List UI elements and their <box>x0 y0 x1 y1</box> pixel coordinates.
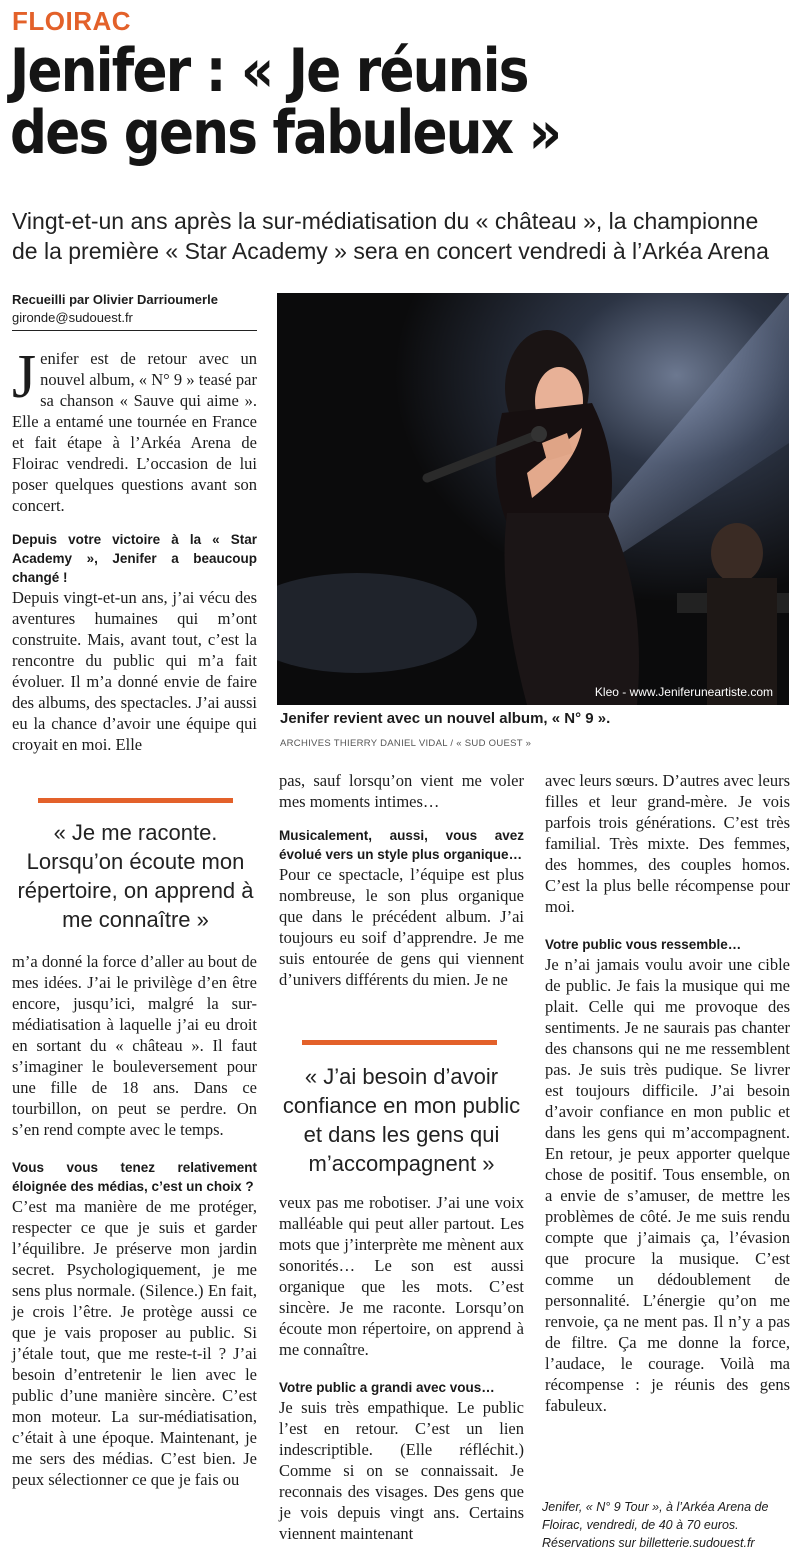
answer-2: C’est ma manière de me protéger, respecter ce que je suis et garder l’équilibre. Je préserve mon jardin secret. Psychologiquement, je me sens plus normale. (Silence.) En fait, je crois l’être. Je protège aussi ce que je vais proposer au public. Si j’étale tout, que me reste-t-il ? J’ai besoin d’entretenir le lien avec le public d’une manière sincère. C’est mon moteur. La sur-médiatisation, c’était à une époque. Maintenant, je me sers des médias. C’est bien. Je peux sélectionner ce que je fais ou <box>12 1197 257 1489</box>
byline-divider <box>12 330 257 331</box>
answer-1-part-2: m’a donné la force d’aller au bout de mes idées. J’ai le privilège d’en être encore, jusqu’ici, malgré la sur-médiatisation à laquelle j’ai eu droit en sortant du « château ». Il faut s’imaginer le bouleversement pour une fille de 18 ans. Dans ce tourbillon, on peut se perdre. On s’en rend compte avec le temps. <box>12 952 257 1139</box>
column-1-bottom <box>12 951 257 1490</box>
pull-quote-2: « J’ai besoin d’avoir confiance en mon public et dans les gens qui m’accompagnent » <box>282 1064 521 1176</box>
subheadline <box>12 206 792 266</box>
question-2: Vous vous tenez relativement éloignée des médias, c’est un choix ? <box>12 1160 257 1194</box>
photo-credit: ARCHIVES THIERRY DANIEL VIDAL / « SUD OUEST » <box>280 738 532 749</box>
answer-4-part-2: avec leurs sœurs. D’autres avec leurs filles et leur grand-mère. Je vois parfois trois générations. C’est très familial. Très mixte. Des femmes, des hommes, des couples homos. C’est la plus belle récompense pour moi. <box>545 771 790 916</box>
author-email[interactable]: gironde@sudouest.fr <box>12 310 133 325</box>
byline <box>12 291 262 327</box>
question-3: Musicalement, aussi, vous avez évolué vers un style plus organique… <box>279 828 524 862</box>
photo-watermark: Kleo - www.Jeniferuneartiste.com <box>594 685 773 699</box>
event-info: Jenifer, « N° 9 Tour », à l’Arkéa Arena de Floirac, vendredi, de 40 à 70 euros. Réservations sur billetterie.sudouest.fr <box>542 1500 769 1550</box>
answer-1-part-1: Depuis vingt-et-un ans, j’ai vécu des aventures humaines qui m’ont construite. Mais, avant tout, c’est la rencontre du public qui m’a fait évoluer. Il m’a donné envie de faire des albums, des spectacles. J’ai aussi eu la chance d’avoir une équipe qui croyait en moi. Elle <box>12 588 257 754</box>
column-1-top <box>12 343 257 755</box>
answer-2-continued: pas, sauf lorsqu’on vient me voler mes moments intimes… <box>279 771 524 811</box>
drop-cap: J <box>12 343 37 411</box>
author-name: Recueilli par Olivier Darrioumerle <box>12 292 218 307</box>
headline-line-2: des gens fabuleux » <box>10 98 561 168</box>
subheadline-line-2: de la première « Star Academy » sera en concert vendredi à l’Arkéa Arena <box>12 238 769 264</box>
question-1: Depuis votre victoire à la « Star Academy », Jenifer a beaucoup changé ! <box>12 532 257 585</box>
section-label: FLOIRAC <box>12 6 132 36</box>
singer-on-stage-image <box>277 293 789 705</box>
pull-quote-1-rule <box>38 798 233 803</box>
column-2-bottom <box>279 1192 524 1544</box>
column-3 <box>545 770 790 1416</box>
answer-3-part-2: veux pas me robotiser. J’ai une voix malléable qui peut aller partout. Les mots que j’interprète me mènent aux sonorités… Le son est aussi organique que les mots. C’est sincère. Je me raconte. Lorsqu’on écoute mon répertoire, on apprend à me connaître. <box>279 1193 524 1359</box>
answer-5: Je n’ai jamais voulu avoir une cible de public. Je fais la musique qui me plait. Celle qui me provoque des sentiments. Je ne saurais pas chanter des chansons qui ne me ressemblent pas. Je suis très pudique. Se livrer est toujours difficile. J’ai besoin d’avoir confiance en mon public et dans les gens qui m’accompagnent. En retour, je peux apporter quelque chose de positif. Tous ensemble, on a envie de s’amuser, de mettre les problèmes de côté. Je me suis rendu compte que j’aimais ça, l’évasion que procure la musique. C’est comme un dédoublement de personnalité. L’énergie qu’on me renvoie, ça ne ment pas. Il n’y a pas de filtre. Ça me donne la force, l’audace, le courage. Voilà ma récompense : je réunis des gens fabuleux. <box>545 955 790 1415</box>
intro-paragraph: Jenifer est de retour avec un nouvel album, « N° 9 » teasé par sa chanson « Sauve qui aime ». Elle a entamé une tournée en France et fait étape à l’Arkéa Arena de Floirac vendredi. L’occasion de lui poser quelques questions avant son concert. <box>12 343 257 515</box>
headline-line-1: Jenifer : « Je réunis <box>10 36 528 106</box>
answer-3-part-1: Pour ce spectacle, l’équipe est plus nombreuse, le son plus organique que dans le précédent album. J’ai toujours eu soif d’apprendre. Je me suis entourée de gens qui viennent d’univers différents du mien. Je ne <box>279 865 524 989</box>
photo-caption: Jenifer revient avec un nouvel album, « N° 9 ». <box>280 710 611 727</box>
subheadline-line-1: Vingt-et-un ans après la sur-médiatisation du « château », la championne <box>12 208 759 234</box>
answer-4-part-1: Je suis très empathique. Le public l’est en retour. C’est un lien indescriptible. (Elle réfléchit.) Comme si on se connaissait. Je reconnais des visages. Des gens que je vois depuis vingt ans. Certains viennent maintenant <box>279 1398 524 1543</box>
concert-photo <box>277 293 789 705</box>
pull-quote-1: « Je me raconte. Lorsqu’on écoute mon répertoire, on apprend à me connaître » <box>17 820 254 932</box>
column-2-top <box>279 770 524 990</box>
question-5: Votre public vous ressemble… <box>545 937 742 952</box>
headline <box>10 36 681 168</box>
pull-quote-2-rule <box>302 1040 497 1045</box>
question-4: Votre public a grandi avec vous… <box>279 1380 495 1395</box>
